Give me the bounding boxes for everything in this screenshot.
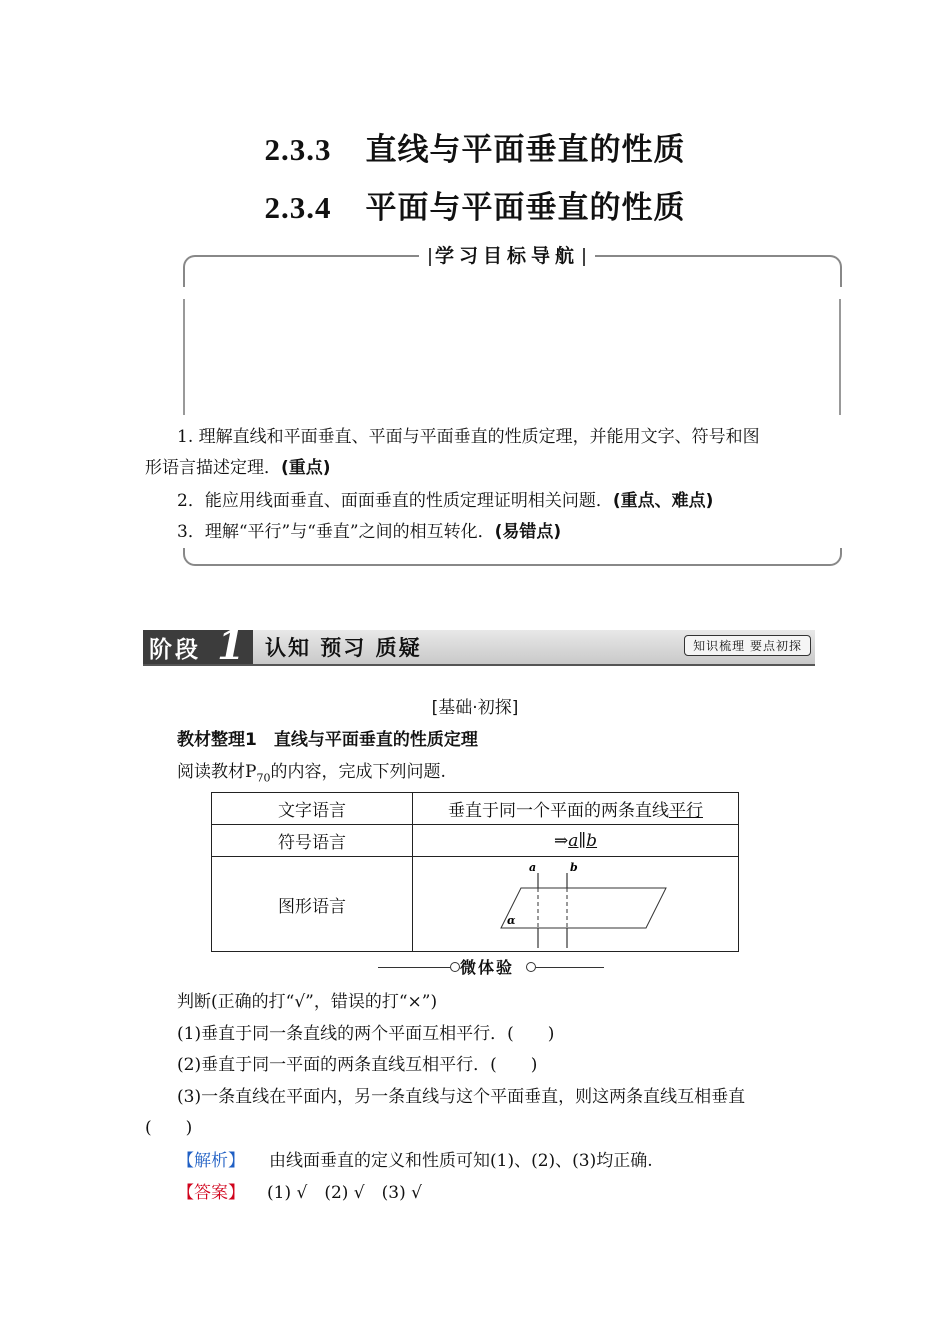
table-row [212, 857, 739, 952]
answer [177, 1178, 422, 1209]
plane-alpha [501, 888, 666, 928]
reading-instruction: 阅读教材$P_{70}$的内容，完成下列问题. [177, 762, 446, 785]
textbook-heading: 教材整理1 直线与平面垂直的性质定理 [177, 730, 478, 750]
judge-instruction: 判断(正确的打“√”，错误的打“×”) [177, 992, 438, 1012]
question-3-blank: ( ) [145, 1118, 193, 1138]
goal-tag: (易错点) [494, 522, 562, 542]
label-b: b [569, 861, 578, 874]
stage-number: 1 [217, 622, 245, 669]
question-3: (3)一条直线在平面内，另一条直线与这个平面垂直，则这两条直线互相垂直 [177, 1087, 746, 1107]
table-cell-value: ⇒a∥b [413, 825, 739, 857]
micro-experience-divider [378, 955, 604, 979]
table-row [212, 825, 739, 857]
goal-item-3: 3．理解“平行”与“垂直”之间的相互转化．(易错点) [177, 522, 562, 542]
table-cell-label: 符号语言 [212, 825, 413, 857]
section-label: [基础·初探] [431, 698, 519, 718]
title-line-1 [0, 124, 950, 169]
label-alpha: α [506, 914, 515, 927]
theorem-table [211, 792, 739, 952]
parallel-lines-figure [476, 858, 676, 950]
table-cell-label: 文字语言 [212, 793, 413, 825]
analysis-label: 【解析】 [177, 1151, 245, 1171]
stage-word: 阶段 [149, 637, 201, 663]
learning-goals-label: 学习目标导航 [419, 241, 595, 268]
title-text: 平面与平面垂直的性质 [365, 190, 686, 226]
goal-item-2: 2．能应用线面垂直、面面垂直的性质定理证明相关问题．(重点、难点) [177, 491, 714, 511]
title-number: 2.3.4 [264, 190, 332, 225]
analysis [177, 1146, 653, 1177]
analysis-text: 由线面垂直的定义和性质可知(1)、(2)、(3)均正确. [269, 1151, 653, 1171]
goal-tag: (重点、难点) [612, 491, 714, 511]
stage-banner [143, 622, 815, 669]
goal-item-1-cont: 形语言描述定理．(重点) [145, 458, 331, 478]
question-1: (1)垂直于同一条直线的两个平面互相平行．( ) [177, 1024, 555, 1044]
question-2: (2)垂直于同一平面的两条直线互相平行．( ) [177, 1055, 538, 1075]
stage-title: 认知 预习 质疑 [265, 636, 422, 660]
title-text: 直线与平面垂直的性质 [365, 132, 686, 168]
table-cell-value: 垂直于同一个平面的两条直线平行 [413, 793, 739, 825]
title-line-2 [0, 182, 950, 227]
label-a: a [528, 861, 536, 874]
answer-label: 【答案】 [177, 1183, 245, 1203]
table-row [212, 793, 739, 825]
micro-experience-label: 微体验 [460, 958, 515, 977]
title-number: 2.3.3 [264, 132, 332, 167]
table-cell-figure [413, 857, 739, 952]
answer-text: (1) √ (2) √ (3) √ [267, 1183, 422, 1203]
table-cell-label: 图形语言 [212, 857, 413, 952]
goal-tag: (重点) [281, 458, 331, 478]
goal-item-1: 1. 理解直线和平面垂直、平面与平面垂直的性质定理，并能用文字、符号和图 [177, 427, 760, 447]
stage-tag: 知识梳理 要点初探 [684, 635, 811, 656]
